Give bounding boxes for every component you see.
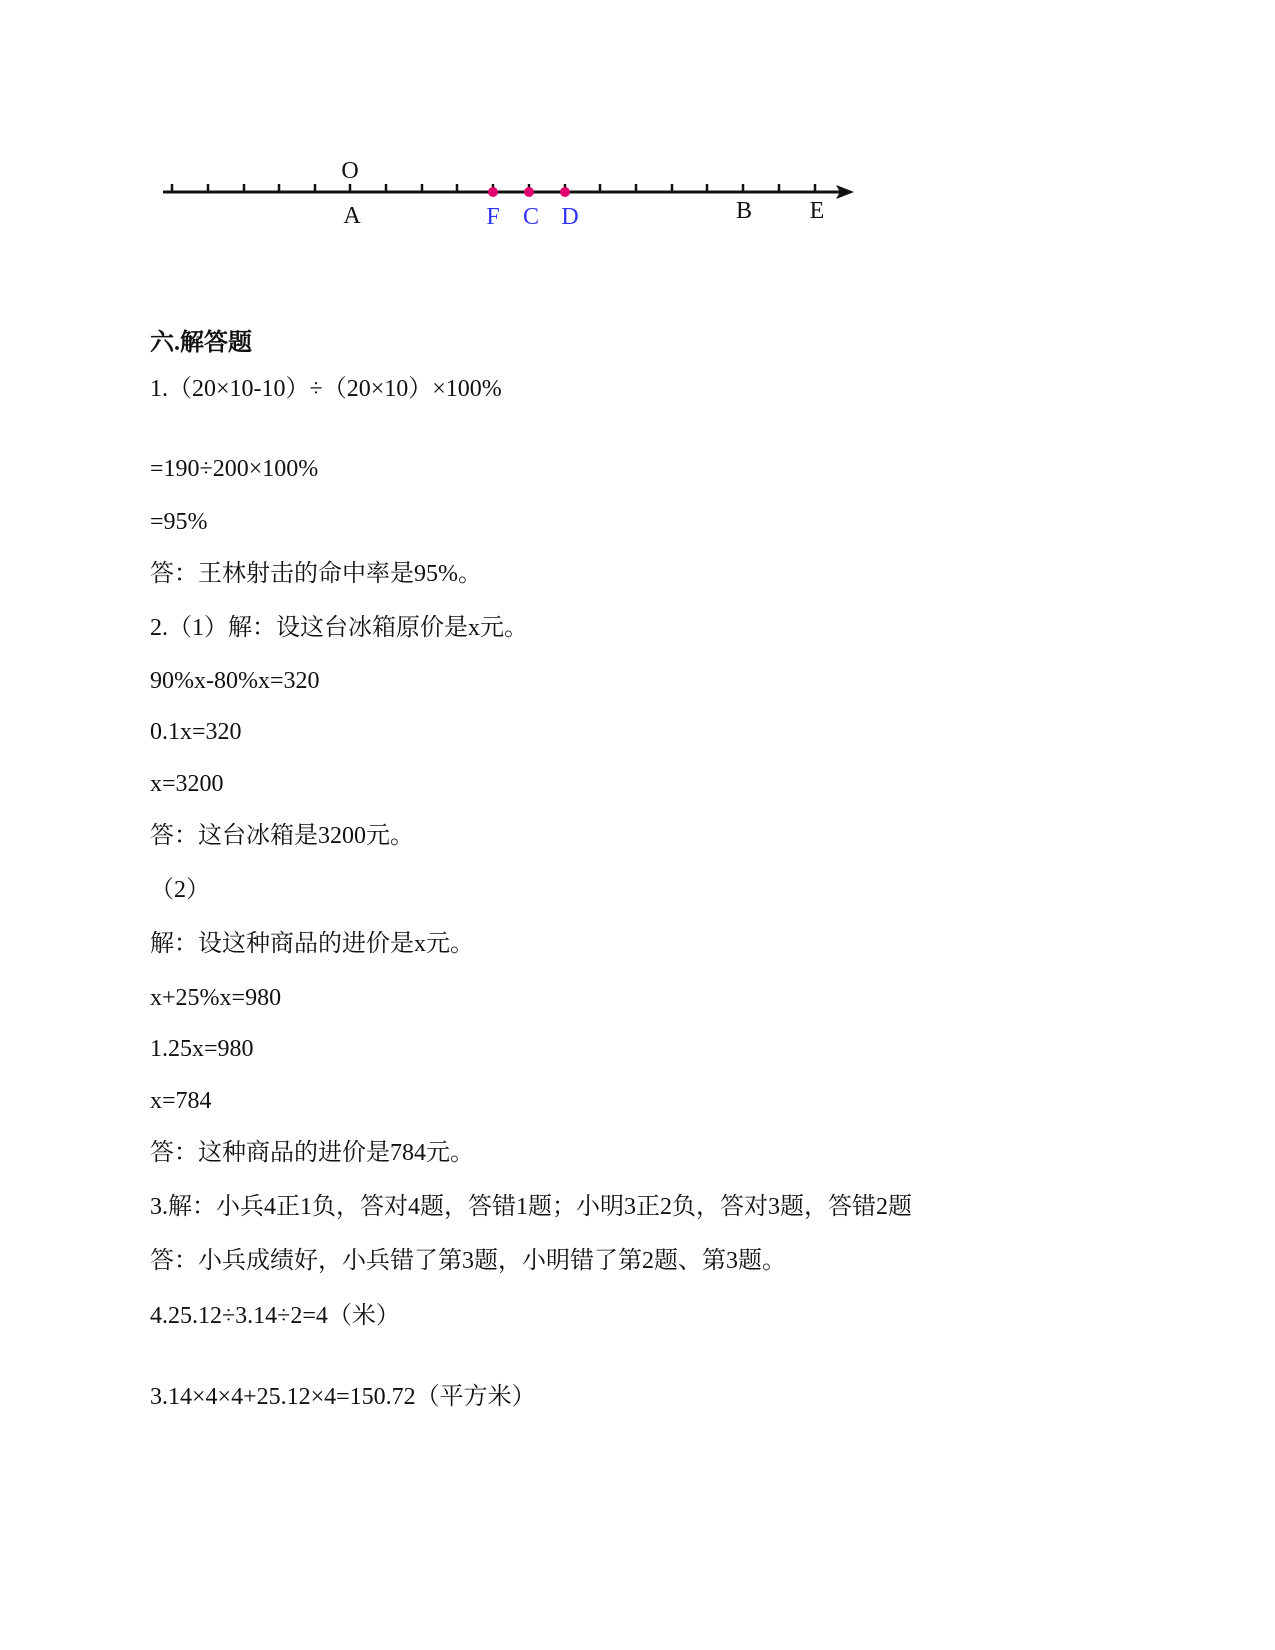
section-title: 六.解答题 (150, 330, 252, 356)
answer-line: 90%x-80%x=320 (150, 668, 320, 694)
answer-line: 0.1x=320 (150, 719, 242, 745)
answer-line: x=3200 (150, 771, 224, 797)
answer-line: x+25%x=980 (150, 985, 282, 1011)
answer-line: 答：这种商品的进价是784元。 (150, 1140, 474, 1166)
label-a: A (343, 203, 361, 229)
answer-line: 2.（1）解：设这台冰箱原价是x元。 (150, 615, 528, 641)
answer-line: （2） (150, 877, 210, 903)
label-c: C (522, 204, 540, 230)
label-f: F (486, 204, 500, 230)
label-d: D (561, 204, 579, 230)
answer-line: 答：小兵成绩好，小兵错了第3题，小明错了第2题、第3题。 (150, 1248, 786, 1274)
answer-line: 1.（20×10-10）÷（20×10）×100% (150, 376, 502, 402)
answer-line: 解：设这种商品的进价是x元。 (150, 931, 474, 957)
answer-line: 答：这台冰箱是3200元。 (150, 823, 414, 849)
label-e: E (809, 198, 825, 224)
point-c-dot (524, 187, 534, 197)
label-o: O (341, 158, 359, 184)
answer-line: 1.25x=980 (150, 1036, 254, 1062)
number-line-figure (160, 150, 880, 240)
label-b: B (735, 198, 753, 224)
answer-line: =190÷200×100% (150, 456, 319, 482)
answer-line: 4.25.12÷3.14÷2=4（米） (150, 1303, 400, 1329)
answer-line: x=784 (150, 1088, 212, 1114)
answer-line: 答：王林射击的命中率是95%。 (150, 561, 482, 587)
answer-line: =95% (150, 509, 208, 535)
point-d-dot (560, 187, 570, 197)
point-f-dot (488, 187, 498, 197)
answer-line: 3.14×4×4+25.12×4=150.72（平方米） (150, 1384, 536, 1410)
answer-line: 3.解：小兵4正1负，答对4题，答错1题；小明3正2负，答对3题，答错2题 (150, 1194, 912, 1220)
